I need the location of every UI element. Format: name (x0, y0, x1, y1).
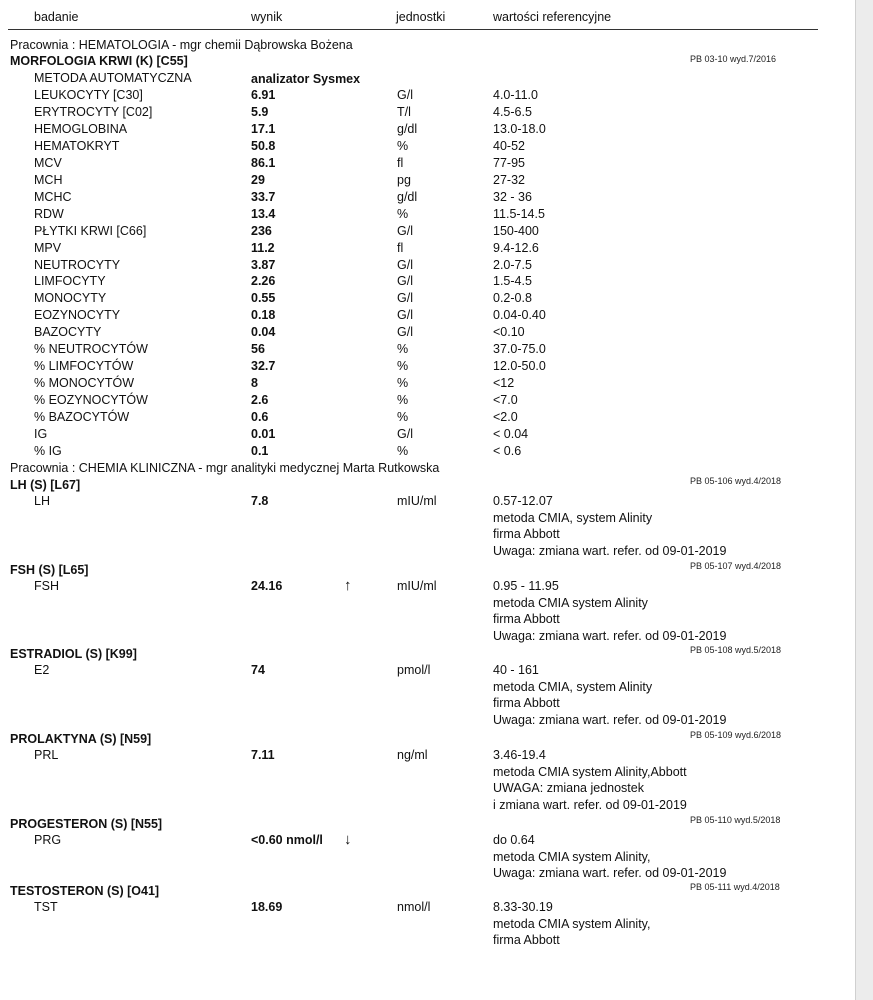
test-unit: G/l (397, 308, 413, 323)
test-value: 29 (251, 172, 265, 187)
test-reference: <7.0 (493, 393, 518, 408)
test-name: MPV (34, 240, 62, 255)
test-value: <0.60 nmol/l (251, 833, 323, 847)
test-reference: 3.46-19.4 (493, 748, 546, 762)
test-reference: firma Abbott (493, 612, 560, 627)
test-reference: 40 - 161 (493, 663, 539, 677)
method-value: analizator Sysmex (251, 72, 361, 86)
test-name: PŁYTKI KRWI [C66] (34, 223, 147, 238)
test-value: 2.26 (251, 274, 276, 289)
test-name: TST (34, 900, 58, 914)
test-unit: % (397, 410, 409, 425)
test-reference: 32 - 36 (493, 189, 532, 204)
test-reference: 4.5-6.5 (493, 104, 532, 119)
test-unit: g/dl (397, 121, 418, 136)
test-value: 0.01 (251, 427, 276, 441)
test-reference: 11.5-14.5 (493, 206, 545, 221)
test-unit: fl (397, 240, 404, 255)
test-unit: % (397, 206, 409, 221)
test-reference: metoda CMIA, system Alinity (493, 510, 653, 525)
test-value: 50.8 (251, 138, 276, 153)
test-value: 7.11 (251, 748, 275, 762)
test-value: 0.18 (251, 308, 276, 323)
section-title-morfologia: MORFOLOGIA KRWI (K) [C55] (10, 54, 188, 68)
test-name: MCH (34, 172, 63, 187)
test-name: HEMATOKRYT (34, 138, 120, 153)
test-reference: firma Abbott (493, 696, 560, 711)
header-wynik: wynik (251, 10, 283, 24)
test-reference: 0.04-0.40 (493, 308, 546, 323)
test-value: 0.04 (251, 325, 276, 340)
test-name: NEUTROCYTY (34, 257, 121, 272)
test-reference: metoda CMIA system Alinity, (493, 849, 651, 864)
procedure-code: PB 05-107 wyd.4/2018 (690, 561, 782, 571)
test-unit: G/l (397, 257, 413, 272)
section-title: ESTRADIOL (S) [K99] (10, 647, 137, 661)
test-reference: 40-52 (493, 138, 525, 153)
test-value: 13.4 (251, 206, 276, 221)
test-reference: 4.0-11.0 (493, 88, 538, 102)
test-name: RDW (34, 206, 64, 221)
test-name: EOZYNOCYTY (34, 308, 121, 323)
header-divider (8, 29, 818, 30)
test-reference: Uwaga: zmiana wart. refer. od 09-01-2019 (493, 712, 727, 727)
test-name: HEMOGLOBINA (34, 121, 128, 136)
test-unit: fl (397, 155, 404, 170)
test-reference: metoda CMIA system Alinity (493, 595, 648, 610)
test-unit: nmol/l (397, 900, 431, 914)
test-value: 6.91 (251, 88, 276, 102)
test-reference: <2.0 (493, 410, 518, 425)
test-value: 56 (251, 342, 265, 357)
test-reference: metoda CMIA system Alinity,Abbott (493, 764, 687, 779)
test-reference: metoda CMIA system Alinity, (493, 916, 651, 931)
test-value: 0.1 (251, 443, 269, 458)
test-value: 236 (251, 223, 272, 238)
test-value: 0.55 (251, 291, 276, 306)
test-name: IG (34, 427, 48, 441)
test-value: 24.16 (251, 579, 283, 593)
window-edge (855, 0, 873, 1000)
procedure-code: PB 05-111 wyd.4/2018 (690, 882, 780, 892)
test-name: % IG (34, 443, 62, 458)
test-value: 32.7 (251, 359, 276, 374)
test-reference: < 0.6 (493, 443, 522, 458)
procedure-code: PB 05-109 wyd.6/2018 (690, 730, 782, 740)
test-unit: % (397, 359, 409, 374)
method-label: METODA AUTOMATYCZNA (34, 71, 192, 85)
test-value: 5.9 (251, 104, 269, 119)
test-unit: G/l (397, 88, 413, 102)
test-reference: firma Abbott (493, 933, 560, 948)
section-title: TESTOSTERON (S) [O41] (10, 884, 160, 898)
procedure-code: PB 03-10 wyd.7/2016 (690, 54, 777, 64)
hematology-lab-label: Pracownia : HEMATOLOGIA - mgr chemii Dąbrowska Bożena (10, 38, 353, 52)
test-name: % BAZOCYTÓW (34, 410, 130, 425)
section-title: FSH (S) [L65] (10, 563, 89, 577)
test-name: LIMFOCYTY (34, 274, 106, 289)
procedure-code: PB 05-106 wyd.4/2018 (690, 476, 782, 486)
test-name: % NEUTROCYTÓW (34, 342, 148, 357)
test-value: 8 (251, 376, 258, 391)
test-unit: % (397, 138, 409, 153)
header-jednostki: jednostki (396, 10, 446, 24)
test-unit: pg (397, 172, 411, 187)
test-unit: % (397, 342, 409, 357)
test-reference: 2.0-7.5 (493, 257, 532, 272)
test-unit: mIU/ml (397, 494, 437, 508)
test-reference: UWAGA: zmiana jednostek (493, 781, 644, 796)
test-name: MCHC (34, 189, 72, 204)
procedure-code: PB 05-110 wyd.5/2018 (690, 815, 781, 825)
test-value: 74 (251, 663, 265, 677)
test-reference: 0.2-0.8 (493, 291, 532, 306)
section-title: LH (S) [L67] (10, 478, 81, 492)
test-value: 33.7 (251, 189, 276, 204)
test-reference: 37.0-75.0 (493, 342, 546, 357)
test-unit: G/l (397, 291, 413, 306)
test-value: 7.8 (251, 494, 269, 508)
test-value: 11.2 (251, 240, 275, 255)
test-value: 18.69 (251, 900, 283, 914)
test-reference: 27-32 (493, 172, 525, 187)
chemistry-lab-label: Pracownia : CHEMIA KLINICZNA - mgr analityki medycznej Marta Rutkowska (10, 461, 440, 475)
test-reference: 150-400 (493, 223, 539, 238)
test-unit: % (397, 376, 409, 391)
test-unit: mIU/ml (397, 579, 437, 593)
test-name: LEUKOCYTY [C30] (34, 88, 143, 102)
test-reference: 9.4-12.6 (493, 240, 539, 255)
section-title: PROLAKTYNA (S) [N59] (10, 732, 152, 746)
test-reference: 0.57-12.07 (493, 494, 553, 508)
test-reference: Uwaga: zmiana wart. refer. od 09-01-2019 (493, 866, 727, 881)
test-reference: do 0.64 (493, 833, 535, 847)
test-name: BAZOCYTY (34, 325, 102, 340)
test-unit: G/l (397, 223, 413, 238)
test-name: PRG (34, 833, 62, 847)
test-name: PRL (34, 748, 59, 762)
test-name: % LIMFOCYTÓW (34, 359, 134, 374)
test-unit: % (397, 443, 409, 458)
test-reference: <12 (493, 376, 515, 391)
test-reference: firma Abbott (493, 527, 560, 542)
test-name: % MONOCYTÓW (34, 376, 134, 391)
test-name: ERYTROCYTY [C02] (34, 104, 153, 119)
test-unit: T/l (397, 104, 411, 119)
test-unit: G/l (397, 325, 413, 340)
header-badanie: badanie (34, 10, 79, 24)
test-unit: % (397, 393, 409, 408)
test-unit: G/l (397, 274, 413, 289)
test-unit: g/dl (397, 189, 418, 204)
test-reference: metoda CMIA, system Alinity (493, 679, 653, 694)
test-value: 0.6 (251, 410, 269, 425)
header-ref: wartości referencyjne (493, 10, 612, 24)
arrow-down-icon: ↓ (344, 831, 352, 848)
test-reference: 1.5-4.5 (493, 274, 532, 289)
test-reference: 12.0-50.0 (493, 359, 546, 374)
test-unit: ng/ml (397, 748, 428, 762)
section-title: PROGESTERON (S) [N55] (10, 817, 163, 831)
arrow-up-icon: ↑ (344, 577, 352, 594)
test-name: MCV (34, 155, 62, 170)
test-unit: G/l (397, 427, 413, 441)
test-unit: pmol/l (397, 663, 431, 677)
test-reference: 0.95 - 11.95 (493, 579, 559, 593)
test-name: FSH (34, 579, 59, 593)
test-name: LH (34, 494, 50, 508)
test-name: MONOCYTY (34, 291, 107, 306)
test-name: % EOZYNOCYTÓW (34, 393, 148, 408)
test-reference: 13.0-18.0 (493, 121, 546, 136)
test-reference: 77-95 (493, 155, 525, 170)
test-value: 2.6 (251, 393, 269, 408)
test-reference: < 0.04 (493, 427, 529, 441)
test-name: E2 (34, 663, 50, 677)
test-reference: Uwaga: zmiana wart. refer. od 09-01-2019 (493, 628, 727, 643)
test-value: 17.1 (251, 121, 276, 136)
test-value: 86.1 (251, 155, 276, 170)
test-reference: <0.10 (493, 325, 525, 340)
test-value: 3.87 (251, 257, 276, 272)
procedure-code: PB 05-108 wyd.5/2018 (690, 645, 782, 655)
test-reference: 8.33-30.19 (493, 900, 553, 914)
test-reference: Uwaga: zmiana wart. refer. od 09-01-2019 (493, 543, 727, 558)
test-reference: i zmiana wart. refer. od 09-01-2019 (493, 797, 687, 812)
